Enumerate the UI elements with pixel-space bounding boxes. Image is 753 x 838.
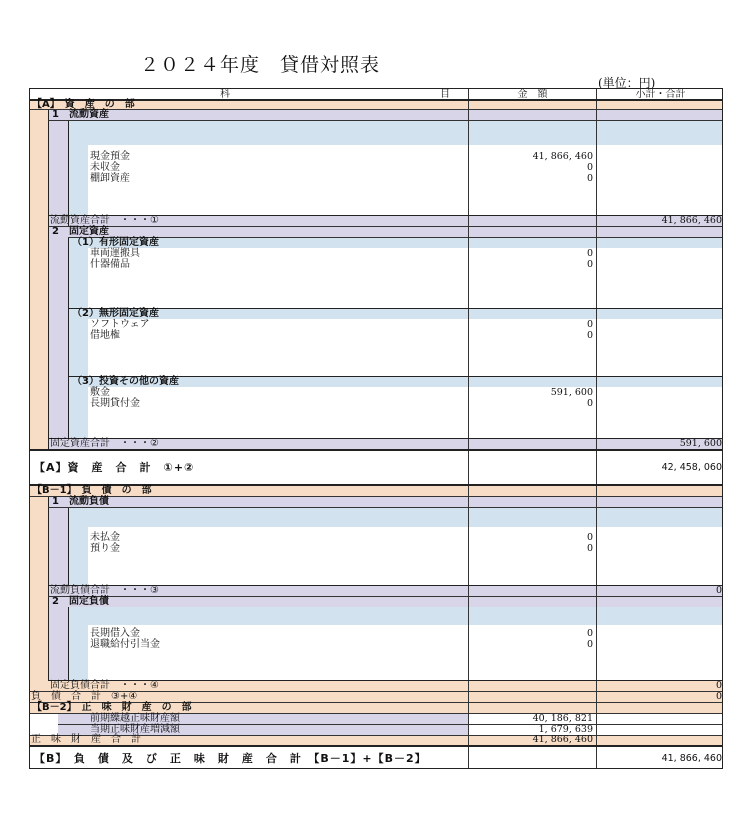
- band-liabilities-left: [30, 496, 48, 680]
- current-liabilities-total: 0: [715, 585, 722, 596]
- current-liability-amount: 0: [586, 532, 593, 543]
- band-current-assets-inner-left: [68, 145, 88, 215]
- indent-line-current-liabilities: [68, 507, 69, 585]
- column-divider-2: [596, 89, 597, 769]
- intangible-asset-name: ソフトウェア: [90, 319, 150, 330]
- intangible-asset-amount: 0: [586, 330, 593, 341]
- current-asset-name: 未収金: [90, 162, 120, 173]
- current-liabilities-label: 1 流動負債: [52, 496, 109, 507]
- page-title: ２０２４年度 貸借対照表: [139, 54, 380, 76]
- fixed-liabilities-total-label: 固定負債合計 ・・・④: [50, 680, 159, 691]
- fixed-liabilities-total: 0: [715, 680, 722, 691]
- tangible-asset-amount: 0: [586, 248, 593, 259]
- current-asset-amount: 0: [586, 173, 593, 184]
- band-tangible: [68, 237, 723, 248]
- net-assets-heading: 【B－2】 正 味 財 産 の 部: [32, 702, 192, 713]
- header-col-item-2: 目: [440, 89, 450, 100]
- liabilities-heading: 【B－1】 負 債 の 部: [32, 485, 152, 496]
- current-asset-amount: 0: [586, 162, 593, 173]
- column-divider-1: [468, 89, 469, 769]
- indent-line-fixed-liabilities: [68, 607, 69, 680]
- current-liabilities-total-label: 流動負債合計 ・・・③: [50, 585, 159, 596]
- liabilities-total-label: 負 債 合 計 ③+④: [31, 691, 138, 702]
- tangible-asset-amount: 0: [586, 259, 593, 270]
- band-fixed-liabilities-left: [48, 607, 68, 680]
- net-assets-total-label: 正 味 財 産 合 計: [31, 734, 141, 745]
- current-assets-total: 41, 866, 460: [661, 215, 722, 226]
- assets-total-label: 【A】資 産 合 計 ①+②: [34, 461, 195, 474]
- balance-sheet-table: [29, 88, 723, 769]
- investment-asset-amount: 0: [586, 398, 593, 409]
- header-col-item: 科: [220, 89, 230, 100]
- net-asset-amount: 1, 679, 639: [538, 724, 593, 735]
- assets-total: 42, 458, 060: [661, 462, 722, 473]
- band-intangible-left: [68, 319, 88, 376]
- fixed-liability-amount: 0: [586, 639, 593, 650]
- net-assets-total: 41, 866, 460: [532, 734, 593, 745]
- current-assets-label: 1 流動資産: [52, 109, 109, 120]
- fixed-assets-total: 591, 600: [679, 438, 722, 449]
- current-liability-name: 預り金: [90, 543, 120, 554]
- rule: [30, 449, 723, 451]
- investment-asset-name: 敷金: [90, 387, 110, 398]
- band-tangible-left: [68, 248, 88, 308]
- band-fixed-assets-left: [48, 237, 68, 438]
- band-current-liabilities-inner-left: [68, 527, 88, 585]
- tangible-assets-label: （1）有形固定資産: [72, 237, 159, 248]
- investment-assets-label: （3）投資その他の資産: [72, 376, 179, 387]
- band-current-assets: [48, 109, 723, 120]
- band-current-liabilities: [48, 496, 723, 507]
- band-current-liabilities-left: [48, 507, 68, 585]
- fixed-liability-name: 退職給付引当金: [90, 639, 160, 650]
- header-col-amount: 金 額: [517, 89, 548, 100]
- intangible-asset-name: 借地権: [90, 330, 120, 341]
- rule: [48, 120, 723, 121]
- fixed-liability-name: 長期借入金: [90, 628, 140, 639]
- current-asset-amount: 41, 866, 460: [532, 151, 593, 162]
- rule: [30, 496, 723, 497]
- current-assets-total-label: 流動資産合計 ・・・①: [50, 215, 159, 226]
- indent-line-current-assets: [68, 120, 69, 226]
- band-fixed-liabilities-inner-left: [68, 625, 88, 680]
- band-current-assets-left: [48, 120, 68, 226]
- net-asset-name: 前期繰越正味財産額: [90, 713, 180, 724]
- fixed-assets-total-label: 固定資産合計 ・・・②: [50, 438, 159, 449]
- band-assets-left: [30, 109, 48, 449]
- net-asset-name: 当期正味財産増減額: [90, 724, 180, 735]
- rule: [30, 745, 723, 747]
- fixed-liability-amount: 0: [586, 628, 593, 639]
- rule: [68, 308, 723, 309]
- investment-asset-amount: 591, 600: [550, 387, 593, 398]
- current-liability-amount: 0: [586, 543, 593, 554]
- indent-line-liabilities: [48, 496, 49, 680]
- tangible-asset-name: 什器備品: [90, 259, 130, 270]
- fixed-liabilities-label: 2 固定負債: [52, 596, 109, 607]
- unit-label: (単位：円): [598, 76, 656, 90]
- band-current-liabilities-inner: [68, 507, 723, 527]
- tangible-asset-name: 車両運搬具: [90, 248, 140, 259]
- current-asset-name: 棚卸資産: [90, 173, 130, 184]
- band-fixed-liabilities: [48, 596, 723, 607]
- rule: [68, 237, 723, 238]
- header-col-subtotal: 小計・合計: [635, 89, 686, 100]
- indent-line-fixed-assets: [68, 237, 69, 438]
- net-asset-amount: 40, 186, 821: [532, 713, 593, 724]
- current-asset-name: 現金預金: [90, 151, 130, 162]
- liabilities-total: 0: [715, 691, 722, 702]
- grand-total: 41, 866, 460: [661, 753, 722, 764]
- indent-line-assets: [48, 109, 49, 449]
- assets-heading: 【A】 資 産 の 部: [32, 99, 135, 110]
- fixed-assets-label: 2 固定資産: [52, 226, 109, 237]
- rule: [48, 507, 723, 508]
- current-liability-name: 未払金: [90, 532, 120, 543]
- investment-asset-name: 長期貸付金: [90, 398, 140, 409]
- band-intangible: [68, 308, 723, 319]
- band-current-assets-inner: [68, 120, 723, 145]
- band-fixed-liabilities-inner: [68, 607, 723, 625]
- rule: [48, 596, 723, 597]
- rule: [48, 226, 723, 227]
- grand-total-label: 【B】 負 債 及 び 正 味 財 産 合 計 【B－1】+【B－2】: [34, 752, 427, 765]
- band-investment-left: [68, 387, 88, 438]
- intangible-asset-amount: 0: [586, 319, 593, 330]
- intangible-assets-label: （2）無形固定資産: [72, 308, 159, 319]
- band-fixed-assets: [48, 226, 723, 237]
